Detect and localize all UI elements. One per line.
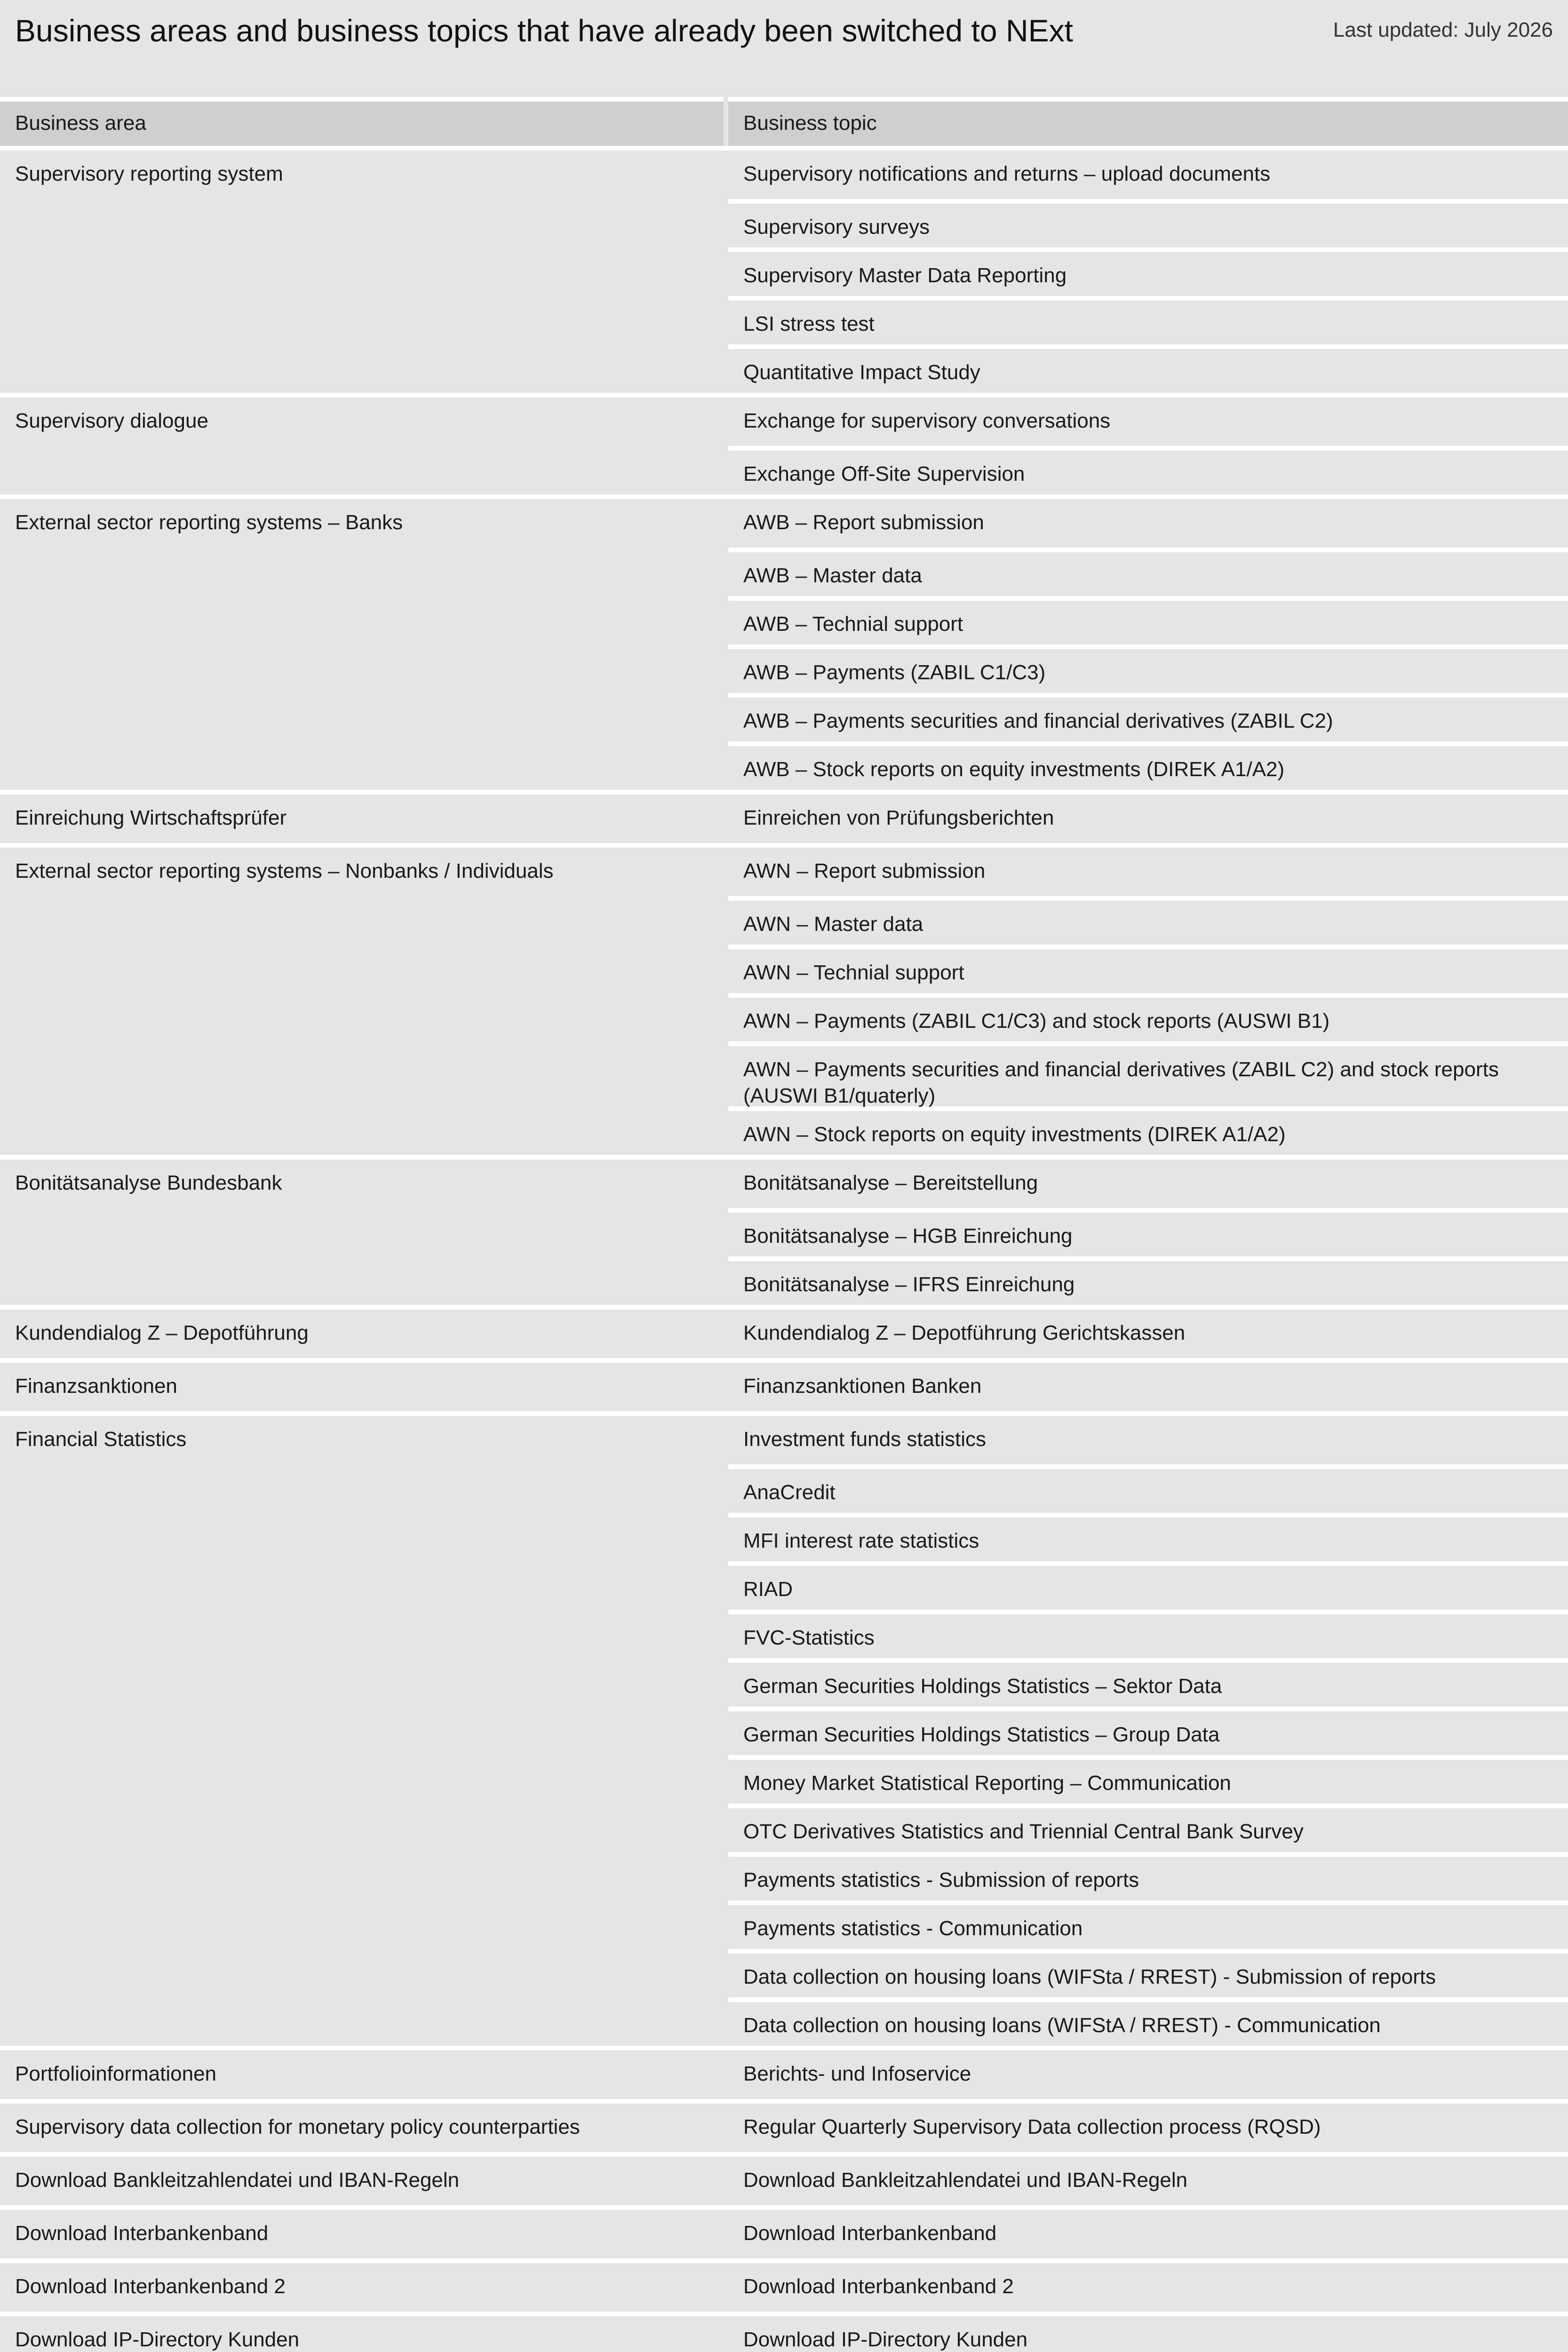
table-row-group: [0, 1155, 1568, 1305]
business-area-cell: Download Interbankenband 2: [0, 2263, 724, 2312]
business-topic-cell: Bonitätsanalyse – Bereitstellung: [728, 1160, 1568, 1208]
business-topic-cell: Quantitative Impact Study: [728, 344, 1568, 393]
table-row-group: [0, 790, 1568, 843]
table-row-group: [0, 1358, 1568, 1411]
table-row-group: [0, 494, 1568, 790]
business-topic-cell: OTC Derivatives Statistics and Triennial Central Bank Survey: [728, 1804, 1568, 1852]
business-area-cell: Supervisory dialogue: [0, 397, 724, 494]
business-topics-list: [728, 151, 1568, 393]
business-table: [0, 97, 1568, 2352]
table-row-group: [0, 2205, 1568, 2258]
business-topic-cell: Einreichen von Prüfungsberichten: [728, 795, 1568, 843]
business-topic-cell: AWB – Technial support: [728, 596, 1568, 644]
business-topic-cell: Download Interbankenband 2: [728, 2263, 1568, 2312]
business-topic-cell: Exchange Off-Site Supervision: [728, 446, 1568, 494]
business-topic-cell: AWN – Master data: [728, 896, 1568, 945]
business-topics-list: [728, 1416, 1568, 2046]
table-row-group: [0, 2312, 1568, 2352]
business-area-cell: Kundendialog Z – Depotführung: [0, 1310, 724, 1358]
business-topics-list: [728, 2157, 1568, 2205]
business-topic-cell: Investment funds statistics: [728, 1416, 1568, 1464]
table-header-row: [0, 97, 1568, 146]
business-area-cell: Einreichung Wirtschaftsprüfer: [0, 795, 724, 843]
business-topic-cell: Bonitätsanalyse – HGB Einreichung: [728, 1208, 1568, 1256]
business-area-cell: External sector reporting systems – Nonbanks / Individuals: [0, 848, 724, 1155]
business-area-cell: Download Bankleitzahlendatei und IBAN-Regeln: [0, 2157, 724, 2205]
business-topic-cell: Download Bankleitzahlendatei und IBAN-Regeln: [728, 2157, 1568, 2205]
business-topic-cell: Payments statistics - Submission of reports: [728, 1852, 1568, 1900]
business-area-cell: Portfolioinformationen: [0, 2050, 724, 2099]
business-topic-cell: Supervisory surveys: [728, 199, 1568, 247]
business-topics-list: [728, 2263, 1568, 2312]
business-area-cell: External sector reporting systems – Banks: [0, 499, 724, 790]
business-topic-cell: AWB – Master data: [728, 548, 1568, 596]
business-topic-cell: LSI stress test: [728, 296, 1568, 344]
business-topic-cell: Payments statistics - Communication: [728, 1900, 1568, 1949]
last-updated: Last updated: July 2026: [1333, 18, 1553, 41]
business-area-cell: Bonitätsanalyse Bundesbank: [0, 1160, 724, 1305]
table-row-group: [0, 1305, 1568, 1358]
business-topics-list: [728, 397, 1568, 494]
business-area-cell: Supervisory data collection for monetary policy counterparties: [0, 2104, 724, 2152]
table-row-group: [0, 2046, 1568, 2099]
business-topic-cell: AWN – Payments (ZABIL C1/C3) and stock reports (AUSWI B1): [728, 993, 1568, 1041]
business-topic-cell: Supervisory Master Data Reporting: [728, 247, 1568, 296]
business-topic-cell: AWB – Payments (ZABIL C1/C3): [728, 644, 1568, 693]
business-topic-cell: RIAD: [728, 1561, 1568, 1610]
business-topics-list: [728, 2316, 1568, 2352]
business-topic-cell: Data collection on housing loans (WIFSta / RREST) - Submission of reports: [728, 1949, 1568, 1997]
business-topic-cell: AWB – Stock reports on equity investments (DIREK A1/A2): [728, 741, 1568, 790]
business-topic-cell: Kundendialog Z – Depotführung Gerichtskassen: [728, 1310, 1568, 1358]
business-topic-cell: Exchange for supervisory conversations: [728, 397, 1568, 446]
business-area-cell: Supervisory reporting system: [0, 151, 724, 393]
business-topic-cell: AWB – Report submission: [728, 499, 1568, 548]
table-row-group: [0, 2099, 1568, 2152]
business-topic-cell: AWN – Stock reports on equity investments (DIREK A1/A2): [728, 1106, 1568, 1155]
business-topics-list: [728, 2104, 1568, 2152]
business-topic-cell: Bonitätsanalyse – IFRS Einreichung: [728, 1256, 1568, 1305]
business-topic-cell: Finanzsanktionen Banken: [728, 1363, 1568, 1411]
business-topic-cell: Regular Quarterly Supervisory Data collection process (RQSD): [728, 2104, 1568, 2152]
business-area-cell: Financial Statistics: [0, 1416, 724, 2046]
business-topic-cell: Download IP-Directory Kunden: [728, 2316, 1568, 2352]
business-topics-list: [728, 1310, 1568, 1358]
table-row-group: [0, 2258, 1568, 2312]
column-header-business-area: Business area: [0, 97, 724, 146]
business-topics-list: [728, 2210, 1568, 2258]
business-topic-cell: AWN – Payments securities and financial derivatives (ZABIL C2) and stock reports (AUSWI B1/quaterly): [728, 1041, 1568, 1106]
business-topic-cell: Berichts- und Infoservice: [728, 2050, 1568, 2099]
business-topic-cell: AWN – Report submission: [728, 848, 1568, 896]
business-topics-list: [728, 848, 1568, 1155]
business-topic-cell: German Securities Holdings Statistics – Group Data: [728, 1707, 1568, 1755]
business-topics-list: [728, 1160, 1568, 1305]
business-topics-list: [728, 2050, 1568, 2099]
business-topic-cell: Download Interbankenband: [728, 2210, 1568, 2258]
business-area-cell: Download IP-Directory Kunden: [0, 2316, 724, 2352]
business-topic-cell: Data collection on housing loans (WIFStA / RREST) - Communication: [728, 1997, 1568, 2046]
table-row-group: [0, 146, 1568, 393]
business-area-cell: Download Interbankenband: [0, 2210, 724, 2258]
business-topic-cell: AWN – Technial support: [728, 945, 1568, 993]
business-topic-cell: German Securities Holdings Statistics – Sektor Data: [728, 1658, 1568, 1707]
business-topic-cell: FVC-Statistics: [728, 1610, 1568, 1658]
table-row-group: [0, 1411, 1568, 2046]
business-topics-list: [728, 1363, 1568, 1411]
table-row-group: [0, 393, 1568, 494]
business-topic-cell: Money Market Statistical Reporting – Communication: [728, 1755, 1568, 1804]
business-topic-cell: AWB – Payments securities and financial derivatives (ZABIL C2): [728, 693, 1568, 741]
table-body: [0, 146, 1568, 2352]
business-topic-cell: Supervisory notifications and returns – upload documents: [728, 151, 1568, 199]
business-topic-cell: AnaCredit: [728, 1464, 1568, 1513]
table-row-group: [0, 843, 1568, 1155]
business-area-cell: Finanzsanktionen: [0, 1363, 724, 1411]
business-topics-list: [728, 795, 1568, 843]
business-topics-list: [728, 499, 1568, 790]
column-header-business-topic: Business topic: [728, 97, 1568, 146]
page-title: Business areas and business topics that have already been switched to NExt: [15, 13, 1073, 48]
business-topic-cell: MFI interest rate statistics: [728, 1513, 1568, 1561]
table-row-group: [0, 2152, 1568, 2205]
